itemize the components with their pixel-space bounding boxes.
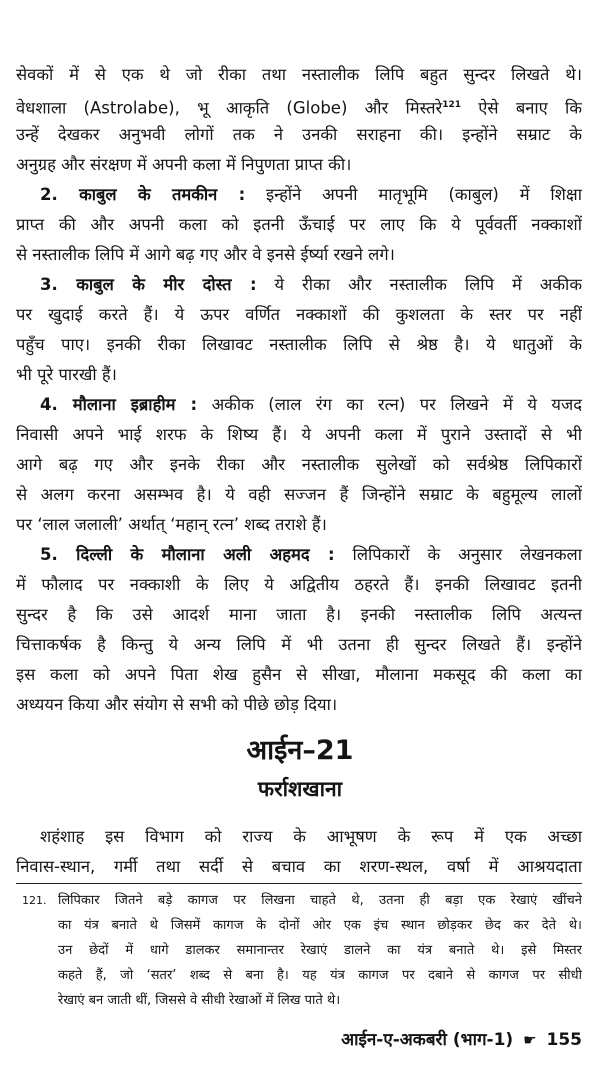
text-fragment: लिपिकारों के अनुसार लेखनकला <box>334 545 582 564</box>
text-line: निवास-स्थान, गर्मी तथा सर्दी से बचाव का शरण-स्थल, वर्षा में आश्रयदाता <box>16 857 582 876</box>
footer-book-title: आईन-ए-अकबरी <box>341 1030 447 1050</box>
chapter-text <box>16 822 582 882</box>
entry-5-first-line <box>16 540 582 570</box>
entry-title: 2. काबुल के तमकीन : <box>40 185 246 204</box>
footnote-line: रेखाएं बन जाती थीं, जिससे वे सीधी रेखाओं में लिख पाते थे। <box>58 993 341 1008</box>
footnote-line: लिपिकार जितने बड़े कागज पर लिखना चाहते थे, उतना ही बड़ा एक रेखाएं खींचने <box>58 893 582 908</box>
text-line: सेवकों में से एक थे जो रीका तथा नस्तालीक लिपि बहुत सुन्दर लिखते थे। <box>16 65 582 84</box>
chapter-subheading: फर्राशखाना <box>257 777 343 801</box>
chapter-heading: आईन–21 <box>246 735 354 766</box>
text-line: से अलग करना असम्भव है। ये वही सज्जन हैं जिन्होंने सम्राट के बहुमूल्य लालों <box>16 485 582 504</box>
footnote-text <box>58 888 582 1013</box>
page-footer <box>341 1027 582 1050</box>
text-line: शहंशाह इस विभाग को राज्य के आभूषण के रूप में एक अच्छा <box>40 827 582 846</box>
entry-title: 5. दिल्ली के मौलाना अली अहमद : <box>40 545 335 564</box>
text-line: सुन्दर है कि उसे आदर्श माना जाता है। इनकी नस्तालीक लिपि अत्यन्त <box>16 605 582 624</box>
footnote-divider <box>16 883 582 884</box>
text-line: निवासी अपने भाई शरफ के शिष्य हैं। ये अपनी कला में पुराने उस्तादों से भी <box>16 425 582 444</box>
footnote-line: उन छेदों में धागे डालकर समानान्तर रेखाएं डालने का यंत्र बनाते थे। इसे मिस्तर <box>58 943 582 958</box>
entry-3-first-line <box>16 270 582 300</box>
text-line: प्राप्त की और अपनी कला को इतनी ऊँचाई पर लाए कि ये पूर्ववर्ती नक्काशों <box>16 215 582 234</box>
text-line: अनुग्रह और संरक्षण में अपनी कला में निपुणता प्राप्त की। <box>16 155 352 174</box>
text-fragment: ये रीका और नस्तालीक लिपि में अकीक <box>256 275 582 294</box>
text-line: भी पूरे पारखी हैं। <box>16 365 117 384</box>
text-line: इस कला को अपने पिता शेख हुसैन से सीखा, मौलाना मकसूद की कला का <box>16 665 582 684</box>
entry-title: 4. मौलाना इब्राहीम : <box>40 395 198 414</box>
text-line: पहुँच पाए। इनकी रीका लिखावट नस्तालीक लिपि से श्रेष्ठ है। ये धातुओं के <box>16 335 582 354</box>
footer-part: (भाग-1) <box>452 1030 514 1050</box>
main-text <box>16 60 582 720</box>
footnote <box>16 888 582 1013</box>
text-line: में फौलाद पर नक्काशी के लिए ये अद्वितीय ठहरते हैं। इनकी लिखावट इतनी <box>16 575 582 594</box>
text-fragment: वेधशाला (Astrolabe), भू आकृति (Globe) और मिस्तरे <box>16 98 443 118</box>
footnote-line: का यंत्र बनाते थे जिसमें कागज के दोनों ओर एक इंच स्थान छोड़कर छेद कर देते थे। <box>58 918 582 933</box>
entry-title: 3. काबुल के मीर दोस्त : <box>40 275 257 294</box>
text-line: पर खुदाई करते हैं। ये ऊपर वर्णित नक्काशों की कुशलता के स्तर पर नहीं <box>16 305 582 324</box>
text-line: उन्हें देखकर अनुभवी लोगों तक ने उनकी सराहना की। इन्होंने सम्राट के <box>16 125 582 144</box>
entry-2-first-line <box>16 180 582 210</box>
pointing-hand-icon: ☛ <box>523 1031 537 1049</box>
text-line <box>16 90 582 120</box>
page-number: 155 <box>546 1030 582 1050</box>
text-line: से नस्तालीक लिपि में आगे बढ़ गए और वे इनसे ईर्ष्या रखने लगे। <box>16 245 395 264</box>
text-fragment: इन्होंने अपनी मातृभूमि (काबुल) में शिक्षा <box>245 185 582 204</box>
text-line: अध्ययन किया और संयोग से सभी को पीछे छोड़ दिया। <box>16 695 338 714</box>
footnote-number: 121. <box>22 894 47 907</box>
text-line: आगे बढ़ गए और इनके रीका और नस्तालीक सुलेखों को सर्वश्रेष्ठ लिपिकारों <box>16 455 582 474</box>
text-fragment: ऐसे बनाए कि <box>461 98 582 118</box>
text-line: चित्ताकर्षक है किन्तु ये अन्य लिपि में भी उतना ही सुन्दर लिखते हैं। इन्होंने <box>16 635 582 654</box>
entry-4-first-line <box>16 390 582 420</box>
text-line: पर ‘लाल जलाली’ अर्थात् ‘महान् रत्न’ शब्द तराशे हैं। <box>16 515 327 534</box>
text-fragment: अकीक (लाल रंग का रत्न) पर लिखने में ये यजद <box>197 395 582 414</box>
footnote-ref[interactable]: 121 <box>442 100 462 110</box>
footnote-line: कहते हैं, जो ‘सतर’ शब्द से बना है। यह यंत्र कागज पर दबाने से कागज पर सीधी <box>58 968 582 983</box>
